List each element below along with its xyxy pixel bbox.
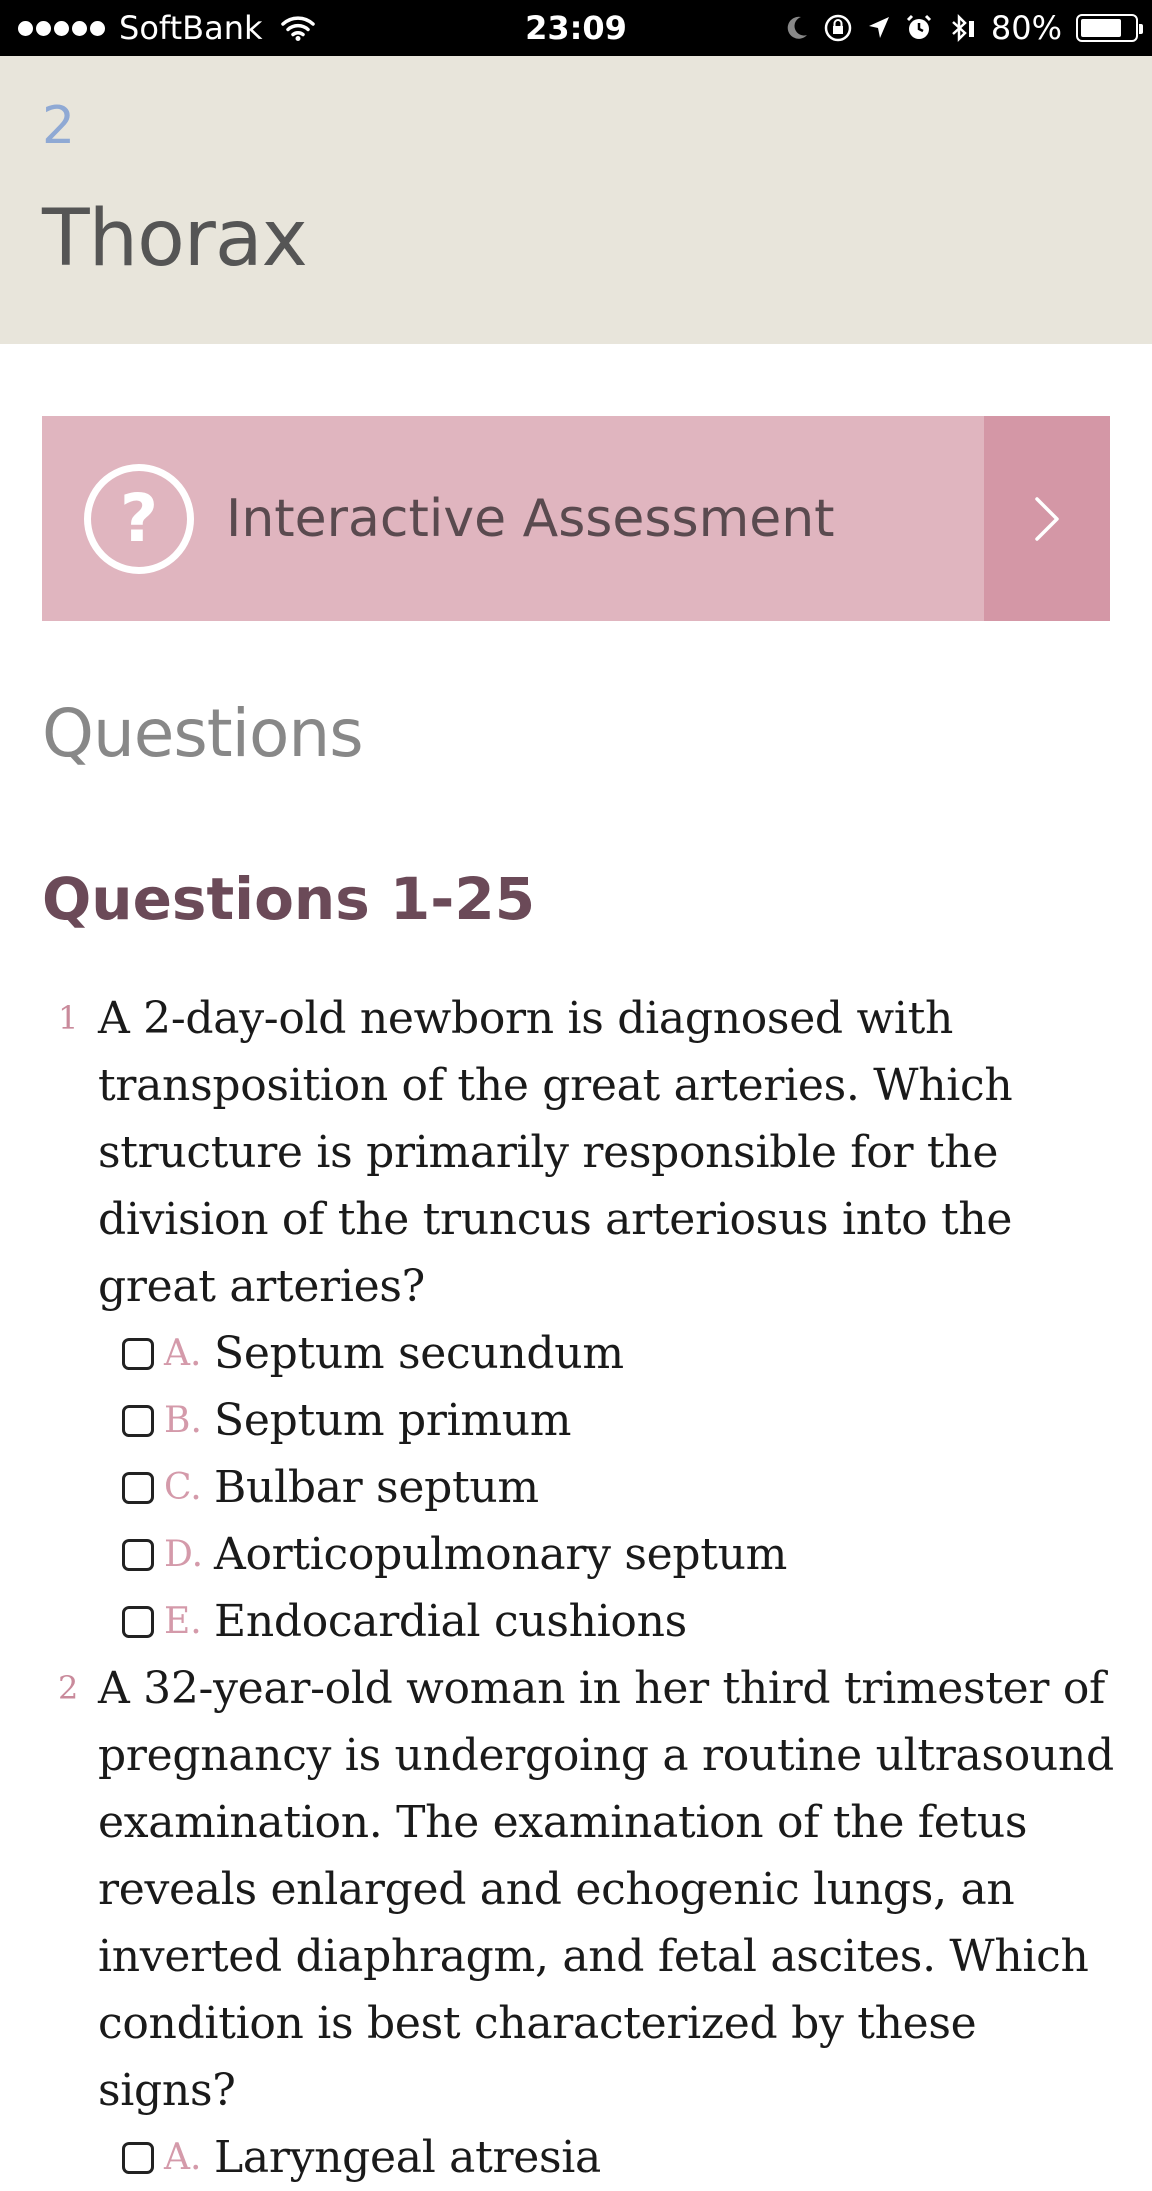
chapter-title: Thorax [42, 194, 307, 284]
question-mark-icon: ? [84, 464, 194, 574]
battery-icon [1076, 14, 1138, 42]
status-bar [0, 0, 1152, 56]
option-text: Aorticopulmonary septum [214, 1529, 788, 1580]
chapter-header [0, 56, 1152, 344]
option-text: Bulbar septum [214, 1462, 539, 1513]
moon-icon [785, 15, 809, 41]
option-checkbox[interactable] [122, 1472, 154, 1504]
option-checkbox[interactable] [122, 1405, 154, 1437]
location-arrow-icon [867, 15, 891, 41]
battery-level-fill [1081, 19, 1121, 37]
option-letter: D. [164, 1534, 204, 1575]
option-text: Septum secundum [214, 1328, 624, 1379]
option-checkbox[interactable] [122, 2142, 154, 2174]
status-time: 23:09 [525, 9, 627, 47]
section-heading: Questions [42, 695, 363, 772]
option-checkbox[interactable] [122, 1539, 154, 1571]
orientation-lock-icon [823, 13, 853, 43]
question-stem: A 32-year-old woman in her third trimester of pregnancy is undergoing a routine ultrasound examination. The examination of the fetus reveals enlarged and echogenic lungs, an inverted diaphragm, and fetal ascites. Which condition is best characterized by these signs? [98, 1663, 1114, 2116]
question-item [0, 1655, 1152, 2191]
option-text: Septum primum [214, 1395, 572, 1446]
option-letter: E. [164, 1601, 202, 1642]
chevron-right-icon[interactable] [984, 416, 1110, 621]
interactive-assessment-button[interactable] [42, 416, 1110, 621]
answer-option[interactable] [122, 1588, 1122, 1655]
option-list [98, 1320, 1122, 1655]
question-list [0, 985, 1152, 2191]
bluetooth-icon [947, 13, 977, 43]
answer-option[interactable] [122, 1387, 1122, 1454]
battery-percent: 80% [990, 9, 1062, 47]
answer-option[interactable] [122, 1454, 1122, 1521]
option-letter: C. [164, 1467, 202, 1508]
question-number: 1 [58, 999, 79, 1037]
option-text: Laryngeal atresia [214, 2132, 601, 2183]
alarm-icon [905, 14, 933, 42]
answer-option[interactable] [122, 2124, 1122, 2191]
assessment-main[interactable] [42, 416, 984, 621]
chapter-number: 2 [42, 96, 76, 156]
option-text: Endocardial cushions [214, 1596, 687, 1647]
question-item [0, 985, 1152, 1655]
option-letter: A. [164, 1333, 202, 1374]
question-number: 2 [58, 1669, 79, 1707]
assessment-label: Interactive Assessment [226, 488, 835, 549]
option-list [98, 2124, 1122, 2191]
answer-option[interactable] [122, 1521, 1122, 1588]
answer-option[interactable] [122, 1320, 1122, 1387]
question-stem: A 2-day-old newborn is diagnosed with transposition of the great arteries. Which structure is primarily responsible for the division of the truncus arteriosus into the great arteries? [98, 993, 1013, 1312]
option-letter: B. [164, 1400, 202, 1441]
status-right [785, 0, 1138, 56]
option-checkbox[interactable] [122, 1338, 154, 1370]
subsection-heading: Questions 1-25 [42, 865, 536, 933]
option-checkbox[interactable] [122, 1606, 154, 1638]
option-letter: A. [164, 2137, 202, 2178]
carrier-name: SoftBank [119, 9, 263, 47]
